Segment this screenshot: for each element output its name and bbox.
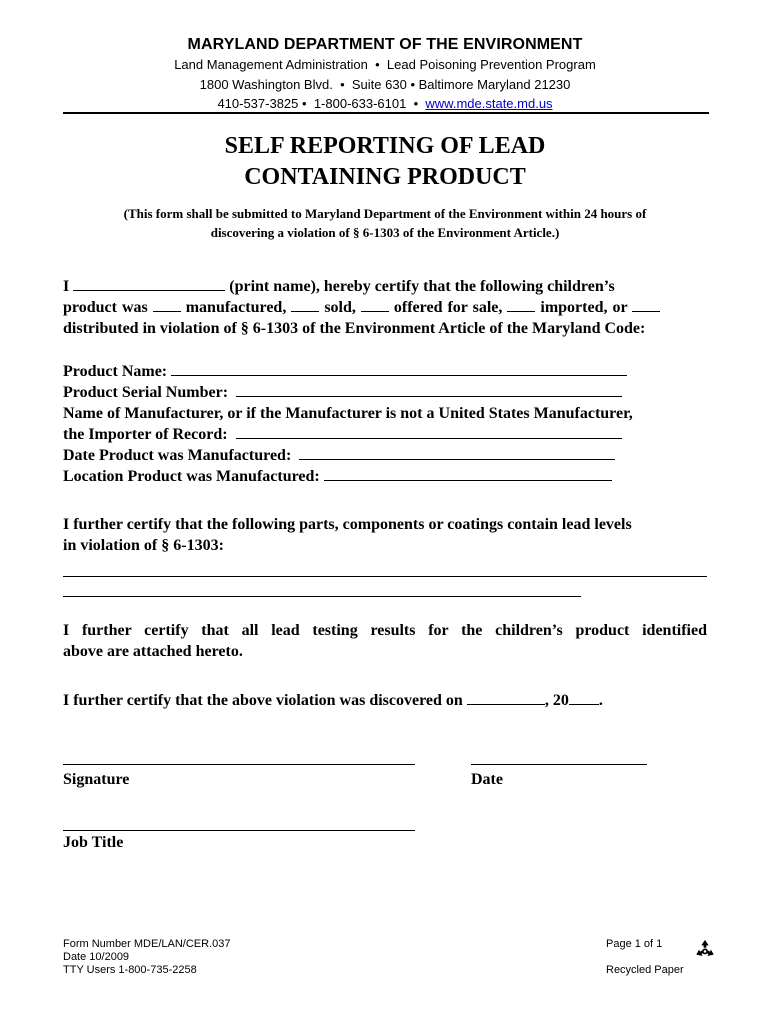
- certification-line-1: I (print name), hereby certify that the following children’s: [63, 278, 615, 295]
- date-manufactured-field[interactable]: [299, 445, 615, 460]
- form-number: Form Number MDE/LAN/CER.037: [63, 938, 231, 950]
- date-manufactured-row: [63, 445, 707, 466]
- signature-label: Signature: [63, 771, 130, 788]
- certification-line-2: product was manufactured, sold, offered for sale, imported, or: [63, 297, 707, 318]
- form-info: [63, 938, 231, 977]
- address-suite: Suite 630: [351, 77, 407, 92]
- bullet-separator: •: [410, 77, 415, 92]
- date-field[interactable]: [471, 764, 647, 765]
- certification-line-3: distributed in violation of § 6-1303 of the Environment Article of the Maryland Code:: [63, 320, 646, 337]
- importer-field[interactable]: [236, 424, 622, 439]
- importer-label: the Importer of Record:: [63, 426, 228, 443]
- page-number: Page 1 of 1: [606, 938, 663, 950]
- note-line-1: (This form shall be submitted to Maryland Department of the Environment within 24 hours of: [123, 206, 647, 221]
- date-label: Date: [471, 771, 503, 788]
- bullet-separator: •: [340, 77, 345, 92]
- header-divider: [63, 112, 709, 114]
- discovery-date-field[interactable]: [467, 690, 545, 705]
- bullet-separator: •: [413, 96, 419, 111]
- recycle-icon: [694, 939, 716, 961]
- form-date: Date 10/2009: [63, 951, 130, 963]
- importer-row: [63, 424, 707, 445]
- phone-number: 410-537-3825: [217, 96, 299, 111]
- manufacturer-label-line-1: Name of Manufacturer, or if the Manufacturer is not a United States Manufacturer,: [63, 405, 633, 422]
- website-link[interactable]: www.mde.state.md.us: [425, 96, 553, 111]
- product-name-label: Product Name:: [63, 363, 168, 380]
- signature-field[interactable]: [63, 764, 415, 765]
- header-line-administration: [0, 56, 770, 73]
- bullet-separator: •: [302, 96, 307, 111]
- product-fields: [63, 361, 707, 487]
- administration-name: Land Management Administration: [174, 57, 368, 72]
- location-manufactured-row: [63, 466, 707, 487]
- serial-number-row: [63, 382, 707, 403]
- job-title-label: Job Title: [63, 834, 124, 851]
- form-title: [0, 131, 770, 193]
- discovery-statement: I further certify that the above violation was discovered on , 20 .: [63, 692, 603, 709]
- components-paragraph: [63, 514, 707, 556]
- discovery-year-field[interactable]: [569, 690, 599, 705]
- program-name: Lead Poisoning Prevention Program: [386, 57, 596, 72]
- tty-number: TTY Users 1-800-735-2258: [63, 964, 197, 976]
- imported-field[interactable]: [507, 297, 535, 312]
- components-line-2: in violation of § 6-1303:: [63, 537, 224, 554]
- serial-number-field[interactable]: [236, 382, 622, 397]
- print-name-field[interactable]: [73, 276, 225, 291]
- offered-for-sale-field[interactable]: [361, 297, 389, 312]
- location-manufactured-field[interactable]: [324, 466, 612, 481]
- job-title-field[interactable]: [63, 830, 415, 831]
- components-field-line-1[interactable]: [63, 576, 707, 577]
- sold-field[interactable]: [291, 297, 319, 312]
- header-line-contact: [0, 95, 770, 112]
- distributed-field[interactable]: [632, 297, 660, 312]
- recycled-paper-label: Recycled Paper: [606, 964, 684, 976]
- testing-line-1: I further certify that all lead testing results for the children’s product identified: [63, 622, 707, 639]
- bullet-separator: •: [375, 57, 380, 72]
- toll-free-number: 1-800-633-6101: [313, 96, 407, 111]
- title-line-1: SELF REPORTING OF LEAD: [224, 133, 546, 159]
- title-line-2: CONTAINING PRODUCT: [244, 164, 526, 190]
- testing-paragraph: [63, 620, 707, 662]
- manufactured-field[interactable]: [153, 297, 181, 312]
- product-name-row: [63, 361, 707, 382]
- product-name-field[interactable]: [171, 361, 627, 376]
- note-line-2: discovering a violation of § 6-1303 of the Environment Article.): [210, 225, 560, 240]
- date-manufactured-label: Date Product was Manufactured:: [63, 447, 292, 464]
- location-manufactured-label: Location Product was Manufactured:: [63, 468, 320, 485]
- components-line-1: I further certify that the following parts, components or coatings contain lead levels: [63, 516, 632, 533]
- testing-line-2: above are attached hereto.: [63, 643, 243, 660]
- header-line-address: [0, 76, 770, 93]
- agency-name: MARYLAND DEPARTMENT OF THE ENVIRONMENT: [187, 36, 583, 53]
- components-field-line-2[interactable]: [63, 596, 581, 597]
- submission-note: [60, 204, 710, 242]
- address-city: Baltimore Maryland 21230: [418, 77, 571, 92]
- certification-paragraph: [63, 276, 707, 339]
- address-street: 1800 Washington Blvd.: [199, 77, 333, 92]
- serial-number-label: Product Serial Number:: [63, 384, 229, 401]
